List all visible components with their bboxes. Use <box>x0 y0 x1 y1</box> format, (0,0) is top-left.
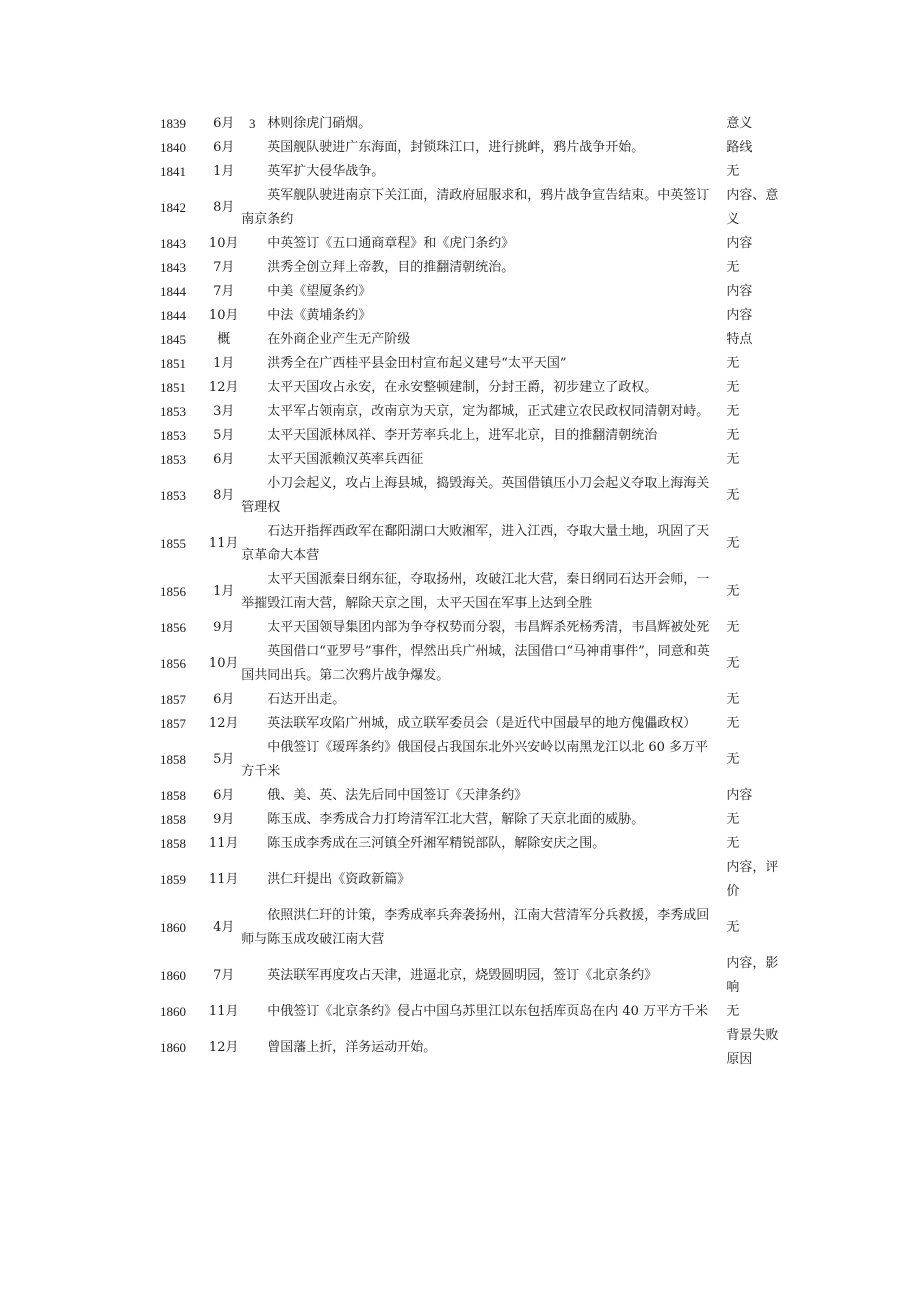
year-cell: 1860 <box>160 1004 186 1019</box>
event-cell <box>267 832 726 856</box>
aspect-text: 无 <box>726 836 740 851</box>
year-cell: 1858 <box>160 836 186 851</box>
aspect-cell <box>726 904 785 952</box>
year-cell: 1857 <box>160 692 186 707</box>
year-cell: 1844 <box>160 308 186 323</box>
event-text: 太平天国派林凤祥、李开芳率兵北上，进军北京，目的推翻清朝统治 <box>267 428 658 443</box>
event-cell <box>267 712 726 736</box>
year-cell: 1860 <box>160 1040 186 1055</box>
aspect-cell <box>726 256 785 280</box>
aspect-cell <box>726 112 785 136</box>
event-text: 太平军占领南京，改南京为天京，定为都城，正式建立农民政权同清朝对峙。 <box>267 404 710 419</box>
event-text: 洪秀全创立拜上帝教，目的推翻清朝统治。 <box>267 260 515 275</box>
aspect-cell <box>726 736 785 784</box>
month-cell: 12月 <box>208 716 239 731</box>
aspect-text: 无 <box>726 404 740 419</box>
year-cell: 1840 <box>160 140 186 155</box>
month-cell: 8月 <box>213 200 235 215</box>
month-cell: 6月 <box>213 140 235 155</box>
year-cell: 1853 <box>160 452 186 467</box>
table-row <box>160 808 785 832</box>
month-cell: 3月 <box>213 404 235 419</box>
aspect-text: 无 <box>726 260 740 275</box>
table-row <box>160 784 785 808</box>
month-cell: 10月 <box>208 308 239 323</box>
month-cell: 11月 <box>208 1004 239 1019</box>
aspect-cell <box>726 640 785 688</box>
table-row <box>160 352 785 376</box>
event-text: 太平天国派秦日纲东征，夺取扬州，攻破江北大营，秦日纲同石达开会师，一举摧毁江南大营，解除天京之围，太平天国在军事上达到全胜 <box>241 572 710 611</box>
aspect-cell <box>726 136 785 160</box>
table-row <box>160 328 785 352</box>
year-cell: 1851 <box>160 356 186 371</box>
event-text: 在外商企业产生无产阶级 <box>267 332 411 347</box>
month-cell: 1月 <box>213 356 235 371</box>
event-cell <box>267 328 726 352</box>
table-row <box>160 256 785 280</box>
aspect-text: 无 <box>726 716 740 731</box>
timeline-table <box>160 112 785 1072</box>
table-row <box>160 160 785 184</box>
month-cell: 6月 <box>213 788 235 803</box>
table-row <box>160 688 785 712</box>
table-row <box>160 424 785 448</box>
aspect-text: 无 <box>726 488 740 503</box>
table-row <box>160 280 785 304</box>
year-cell: 1839 <box>160 116 186 131</box>
aspect-text: 内容，影响 <box>726 956 779 995</box>
year-cell: 1844 <box>160 284 186 299</box>
aspect-cell <box>726 328 785 352</box>
event-cell <box>241 520 726 568</box>
aspect-text: 无 <box>726 692 740 707</box>
event-text: 英国借口“亚罗号”事件，悍然出兵广州城，法国借口“马神甫事件”，同意和英国共同出兵。第二次鸦片战争爆发。 <box>241 644 710 683</box>
year-cell: 1859 <box>160 872 186 887</box>
event-text: 洪仁玕提出《资政新篇》 <box>267 872 411 887</box>
year-cell: 1858 <box>160 812 186 827</box>
month-cell: 5月 <box>213 428 235 443</box>
month-cell: 概 <box>217 332 231 347</box>
event-text: 中法《黄埔条约》 <box>267 308 372 323</box>
event-text: 依照洪仁玕的计策，李秀成率兵奔袭扬州，江南大营清军分兵救援，李秀成回师与陈玉成攻破江南大营 <box>241 908 710 947</box>
event-text: 英军扩大侵华战争。 <box>267 164 385 179</box>
event-cell <box>267 616 726 640</box>
aspect-text: 无 <box>726 452 740 467</box>
table-row <box>160 568 785 616</box>
event-text: 俄、美、英、法先后同中国签订《天津条约》 <box>267 788 528 803</box>
table-row <box>160 376 785 400</box>
aspect-cell <box>726 280 785 304</box>
year-cell: 1858 <box>160 752 186 767</box>
aspect-cell <box>726 568 785 616</box>
month-cell: 6月 <box>213 452 235 467</box>
table-row <box>160 856 785 904</box>
table-row <box>160 904 785 952</box>
event-text: 小刀会起义，攻占上海县城，捣毁海关。英国借镇压小刀会起义夺取上海海关管理权 <box>241 476 710 515</box>
aspect-cell <box>726 520 785 568</box>
aspect-cell <box>726 1024 785 1072</box>
event-cell <box>241 472 726 520</box>
aspect-text: 无 <box>726 812 740 827</box>
aspect-cell <box>726 808 785 832</box>
aspect-cell <box>726 304 785 328</box>
month-cell: 9月 <box>213 812 235 827</box>
aspect-text: 无 <box>726 920 740 935</box>
event-cell <box>267 448 726 472</box>
event-cell <box>267 856 726 904</box>
year-cell: 1857 <box>160 716 186 731</box>
event-text: 英国舰队驶进广东海面，封锁珠江口，进行挑衅，鸦片战争开始。 <box>267 140 645 155</box>
month-cell: 10月 <box>208 236 239 251</box>
event-text: 太平天国攻占永安，在永安整顿建制，分封王爵，初步建立了政权。 <box>267 380 658 395</box>
table-row <box>160 520 785 568</box>
event-cell <box>267 784 726 808</box>
event-text: 曾国藩上折，洋务运动开始。 <box>267 1040 437 1055</box>
event-cell <box>267 136 726 160</box>
aspect-cell <box>726 352 785 376</box>
table-row <box>160 712 785 736</box>
aspect-cell <box>726 952 785 1000</box>
event-cell <box>267 1000 726 1024</box>
year-cell: 1843 <box>160 260 186 275</box>
aspect-text: 无 <box>726 656 740 671</box>
table-row <box>160 952 785 1000</box>
year-cell: 1860 <box>160 968 186 983</box>
aspect-cell <box>726 400 785 424</box>
aspect-cell <box>726 1000 785 1024</box>
aspect-text: 意义 <box>726 116 753 131</box>
year-cell: 1856 <box>160 656 186 671</box>
month-cell: 12月 <box>208 1040 239 1055</box>
event-text: 陈玉成李秀成在三河镇全歼湘军精锐部队，解除安庆之围。 <box>267 836 606 851</box>
event-text: 石达开出走。 <box>267 692 346 707</box>
month-cell: 9月 <box>213 620 235 635</box>
month-cell: 6月 <box>213 116 235 131</box>
aspect-cell <box>726 424 785 448</box>
event-text: 英法联军攻陷广州城，成立联军委员会（是近代中国最早的地方傀儡政权） <box>267 716 697 731</box>
table-row <box>160 832 785 856</box>
aspect-cell <box>726 472 785 520</box>
year-cell: 1853 <box>160 428 186 443</box>
aspect-cell <box>726 448 785 472</box>
event-cell <box>267 688 726 712</box>
aspect-text: 无 <box>726 164 740 179</box>
aspect-text: 内容 <box>726 308 753 323</box>
aspect-cell <box>726 856 785 904</box>
aspect-cell <box>726 376 785 400</box>
event-cell <box>241 568 726 616</box>
event-cell <box>267 376 726 400</box>
aspect-text: 无 <box>726 380 740 395</box>
event-cell <box>267 1024 726 1072</box>
table-row <box>160 304 785 328</box>
month-cell: 8月 <box>213 488 235 503</box>
aspect-text: 无 <box>726 1004 740 1019</box>
event-text: 林则徐虎门硝烟。 <box>267 116 372 131</box>
aspect-text: 无 <box>726 428 740 443</box>
event-cell <box>267 232 726 256</box>
month-cell: 7月 <box>213 968 235 983</box>
table-row <box>160 232 785 256</box>
event-cell <box>241 736 726 784</box>
month-cell: 12月 <box>208 380 239 395</box>
year-cell: 1853 <box>160 404 186 419</box>
table-row <box>160 184 785 232</box>
table-row <box>160 112 785 136</box>
event-cell <box>241 904 726 952</box>
event-cell <box>267 808 726 832</box>
aspect-text: 无 <box>726 356 740 371</box>
aspect-cell <box>726 184 785 232</box>
event-cell <box>267 400 726 424</box>
timeline-body <box>160 112 785 1072</box>
event-text: 太平天国领导集团内部为争夺权势而分裂，韦昌辉杀死杨秀清，韦昌辉被处死 <box>267 620 710 635</box>
aspect-text: 内容，评价 <box>726 860 779 899</box>
year-cell: 1845 <box>160 332 186 347</box>
year-cell: 1856 <box>160 620 186 635</box>
month-cell: 11月 <box>208 872 239 887</box>
aspect-cell <box>726 232 785 256</box>
month-cell: 4月 <box>213 920 235 935</box>
table-row <box>160 448 785 472</box>
month-cell: 10月 <box>208 656 239 671</box>
year-cell: 1851 <box>160 380 186 395</box>
year-cell: 1853 <box>160 488 186 503</box>
event-cell <box>267 304 726 328</box>
event-cell <box>267 256 726 280</box>
month-cell: 5月 <box>213 752 235 767</box>
event-text: 中俄签订《瑷珲条约》俄国侵占我国东北外兴安岭以南黑龙江以北 60 多万平方千米 <box>241 740 708 779</box>
table-row <box>160 640 785 688</box>
event-cell <box>267 160 726 184</box>
event-text: 中英签订《五口通商章程》和《虎门条约》 <box>267 236 515 251</box>
event-text: 石达开指挥西政军在鄱阳湖口大败湘军，进入江西，夺取大量土地，巩固了天京革命大本营 <box>241 524 710 563</box>
aspect-text: 内容 <box>726 236 753 251</box>
event-text: 中美《望厦条约》 <box>267 284 372 299</box>
aspect-text: 内容 <box>726 284 753 299</box>
month-cell: 11月 <box>208 836 239 851</box>
month-cell: 1月 <box>213 164 235 179</box>
table-row <box>160 1024 785 1072</box>
year-cell: 1860 <box>160 920 186 935</box>
aspect-text: 无 <box>726 620 740 635</box>
aspect-text: 内容、意义 <box>726 188 779 227</box>
aspect-cell <box>726 784 785 808</box>
table-row <box>160 136 785 160</box>
aspect-text: 背景失败原因 <box>726 1028 779 1067</box>
year-cell: 1841 <box>160 164 186 179</box>
aspect-cell <box>726 832 785 856</box>
aspect-text: 无 <box>726 536 740 551</box>
aspect-cell <box>726 160 785 184</box>
aspect-text: 无 <box>726 752 740 767</box>
event-cell <box>267 280 726 304</box>
aspect-text: 路线 <box>726 140 753 155</box>
event-cell <box>267 952 726 1000</box>
aspect-cell <box>726 616 785 640</box>
month-cell: 7月 <box>213 284 235 299</box>
year-cell: 1843 <box>160 236 186 251</box>
month-cell: 7月 <box>213 260 235 275</box>
note-cell: 3 <box>248 116 256 131</box>
month-cell: 6月 <box>213 692 235 707</box>
year-cell: 1856 <box>160 584 186 599</box>
event-text: 英法联军再度攻占天津，进逼北京，烧毁圆明园，签订《北京条约》 <box>267 968 658 983</box>
event-cell <box>241 640 726 688</box>
aspect-text: 无 <box>726 584 740 599</box>
table-row <box>160 400 785 424</box>
aspect-text: 内容 <box>726 788 753 803</box>
event-text: 陈玉成、李秀成合力打垮清军江北大营，解除了天京北面的威胁。 <box>267 812 645 827</box>
event-text: 洪秀全在广西桂平县金田村宣布起义建号“太平天国” <box>267 356 567 371</box>
month-cell: 1月 <box>213 584 235 599</box>
aspect-cell <box>726 688 785 712</box>
table-row <box>160 736 785 784</box>
year-cell: 1855 <box>160 536 186 551</box>
aspect-text: 特点 <box>726 332 753 347</box>
event-text: 中俄签订《北京条约》侵占中国乌苏里江以东包括库页岛在内 40 万平方千米 <box>267 1004 708 1019</box>
event-text: 英军舰队驶进南京下关江面，清政府屈服求和，鸦片战争宣告结束。中英签订南京条约 <box>241 188 710 227</box>
table-row <box>160 616 785 640</box>
event-cell <box>267 352 726 376</box>
event-cell <box>241 184 726 232</box>
year-cell: 1858 <box>160 788 186 803</box>
year-cell: 1842 <box>160 200 186 215</box>
event-cell <box>267 424 726 448</box>
event-text: 太平天国派赖汉英率兵西征 <box>267 452 424 467</box>
event-cell <box>267 112 726 136</box>
table-row <box>160 472 785 520</box>
table-row <box>160 1000 785 1024</box>
month-cell: 11月 <box>208 536 239 551</box>
aspect-cell <box>726 712 785 736</box>
